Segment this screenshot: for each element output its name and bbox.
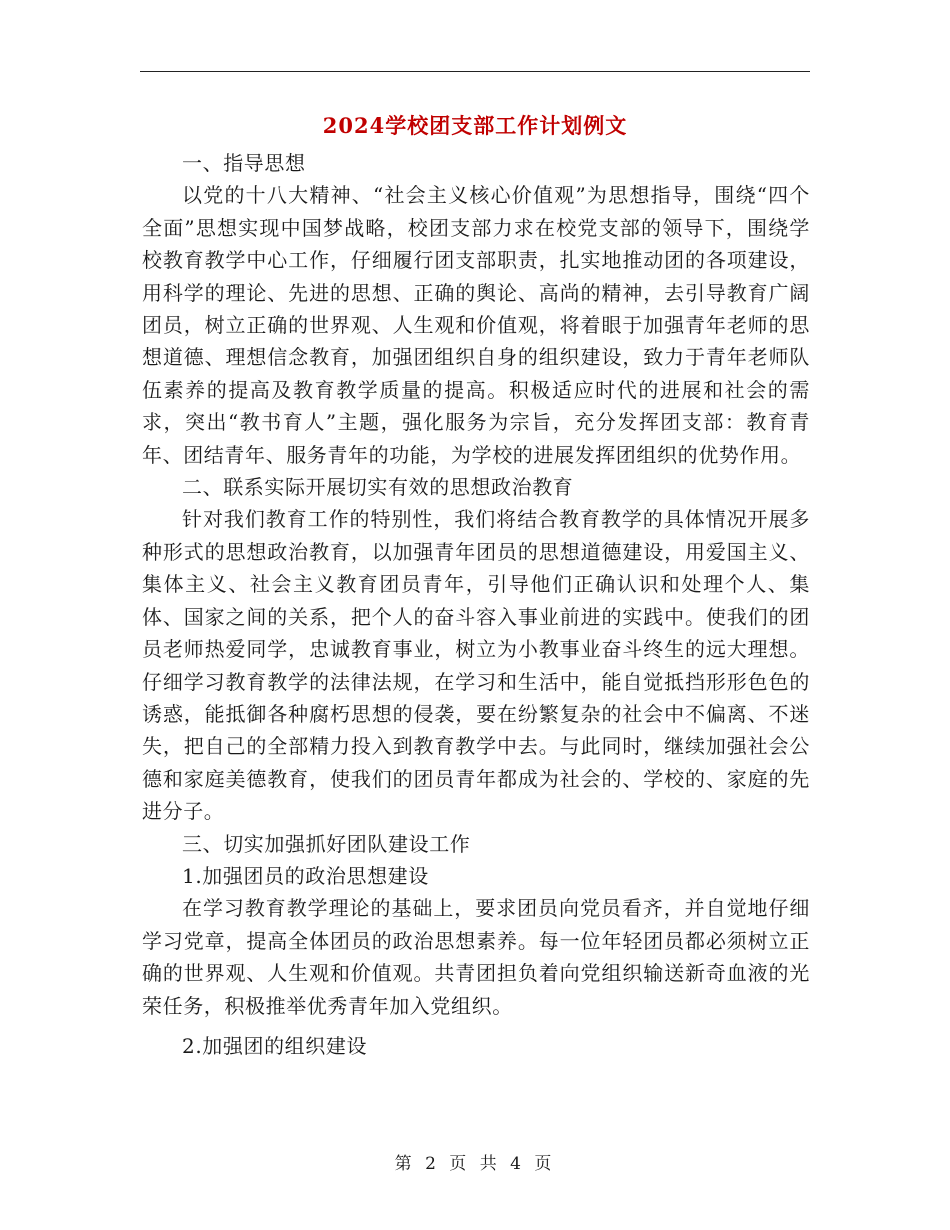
document-body [142,147,810,1062]
subsection-heading-1: 1.加强团员的政治思想建设 [182,863,429,888]
page-number: 第 2 页 共 4 页 [394,1154,556,1174]
body-paragraph-1: 以党的十八大精神、“社会主义核心价值观”为思想指导，围绕“四个全面”思想实现中国梦战略，校团支部力求在校党支部的领导下，围绕学校教育教学中心工作，仔细履行团支部职责，扎实地推动团的各项建设，用科学的理论、先进的思想、正确的舆论、高尚的精神，去引导教育广阔团员，树立正确的世界观、人生观和价值观，将着眼于加强青年老师的思想道德、理想信念教育，加强团组织自身的组织建设，致力于青年老师队伍素养的提高及教育教学质量的提高。积极适应时代的进展和社会的需求，突出“教书育人”主题，强化服务为宗旨，充分发挥团支部：教育青年、团结青年、服务青年的功能，为学校的进展发挥团组织的优势作用。 [142,183,810,467]
body-paragraph-3: 在学习教育教学理论的基础上，要求团员向党员看齐，并自觉地仔细学习党章，提高全体团员的政治思想素养。每一位年轻团员都必须树立正确的世界观、人生观和价值观。共青团担负着向党组织输送新奇血液的光荣任务，积极推举优秀青年加入党组织。 [142,896,810,1018]
section-heading-1: 一、指导思想 [182,151,306,175]
subsection-heading-2: 2.加强团的组织建设 [182,1033,368,1058]
header-rule [140,71,810,72]
section-heading-3: 三、切实加强抓好团队建设工作 [182,831,471,856]
document-title: 2024学校团支部工作计划例文 [322,113,628,138]
section-heading-2: 二、联系实际开展切实有效的思想政治教育 [182,475,574,500]
body-paragraph-2: 针对我们教育工作的特别性，我们将结合教育教学的具体情况开展多种形式的思想政治教育，以加强青年团员的思想道德建设，用爱国主义、集体主义、社会主义教育团员青年，引导他们正确认识和处理个人、集体、国家之间的关系，把个人的奋斗容入事业前进的实践中。使我们的团员老师热爱同学，忠诚教育事业，树立为小教事业奋斗终生的远大理想。仔细学习教育教学的法律法规，在学习和生活中，能自觉抵挡形形色色的诱惑，能抵御各种腐朽思想的侵袭，要在纷繁复杂的社会中不偏离、不迷失，把自己的全部精力投入到教育教学中去。与此同时，继续加强社会公德和家庭美德教育，使我们的团员青年都成为社会的、学校的、家庭的先进分子。 [142,507,810,824]
